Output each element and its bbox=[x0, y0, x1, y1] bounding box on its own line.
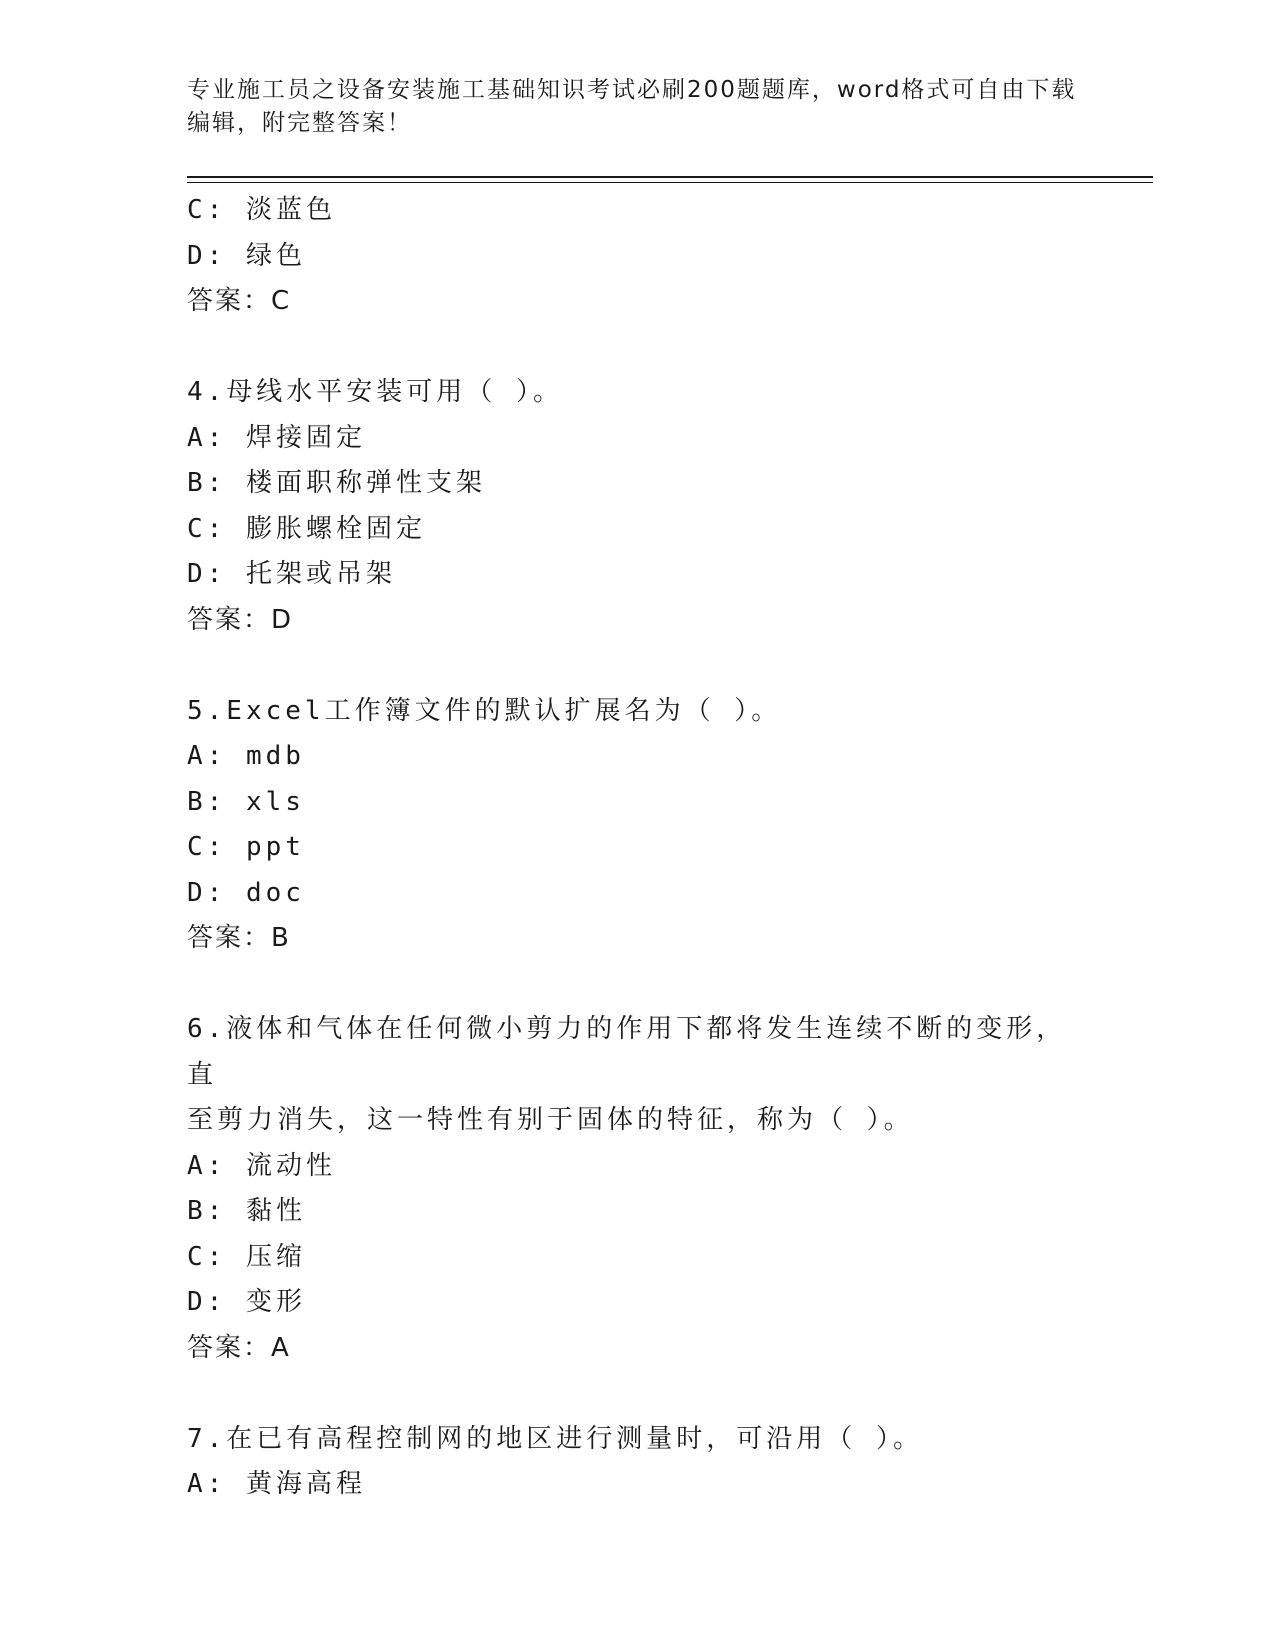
spacer bbox=[187, 962, 1087, 1008]
option-a: A: mdb bbox=[187, 741, 305, 771]
header-divider-thick bbox=[187, 176, 1153, 178]
question-7 bbox=[187, 1417, 1087, 1508]
option-c: C: 淡蓝色 bbox=[187, 195, 336, 225]
option-a: A: 黄海高程 bbox=[187, 1469, 366, 1499]
spacer bbox=[187, 325, 1087, 371]
question-5 bbox=[187, 689, 1087, 962]
header-divider-thin bbox=[187, 182, 1153, 183]
option-d: D: 托架或吊架 bbox=[187, 559, 396, 589]
option-b: B: 黏性 bbox=[187, 1196, 306, 1226]
document-header: 专业施工员之设备安装施工基础知识考试必刷200题题库，word格式可自由下载编辑，附完整答案！ bbox=[187, 77, 1077, 136]
answer: 答案：B bbox=[187, 923, 291, 953]
option-c: C: ppt bbox=[187, 832, 305, 862]
option-c: C: 压缩 bbox=[187, 1241, 306, 1272]
answer: 答案：C bbox=[187, 286, 292, 316]
question-stem: 5.Excel工作簿文件的默认扩展名为（ ）。 bbox=[187, 695, 782, 726]
answer: 答案：D bbox=[187, 604, 294, 635]
question-3 bbox=[187, 188, 1087, 325]
option-c: C: 膨胀螺栓固定 bbox=[187, 513, 426, 544]
option-b: B: 楼面职称弹性支架 bbox=[187, 468, 486, 498]
question-stem: 7.在已有高程控制网的地区进行测量时，可沿用（ ）。 bbox=[187, 1423, 923, 1454]
option-d: D: doc bbox=[187, 877, 305, 908]
option-d: D: 绿色 bbox=[187, 240, 306, 271]
question-stem: 4.母线水平安装可用（ ）。 bbox=[187, 377, 563, 407]
spacer bbox=[187, 643, 1087, 689]
spacer bbox=[187, 1371, 1087, 1417]
question-4 bbox=[187, 370, 1087, 643]
question-stem-line-2: 至剪力消失，这一特性有别于固体的特征，称为（ ）。 bbox=[187, 1105, 914, 1135]
option-a: A: 焊接固定 bbox=[187, 422, 366, 453]
option-a: A: 流动性 bbox=[187, 1150, 336, 1181]
document-body bbox=[187, 188, 1087, 1508]
option-b: B: xls bbox=[187, 786, 305, 817]
option-d: D: 变形 bbox=[187, 1287, 306, 1317]
question-6 bbox=[187, 1007, 1087, 1371]
question-stem-line-1: 6.液体和气体在任何微小剪力的作用下都将发生连续不断的变形，直 bbox=[187, 1014, 1067, 1090]
answer: 答案：A bbox=[187, 1332, 291, 1363]
